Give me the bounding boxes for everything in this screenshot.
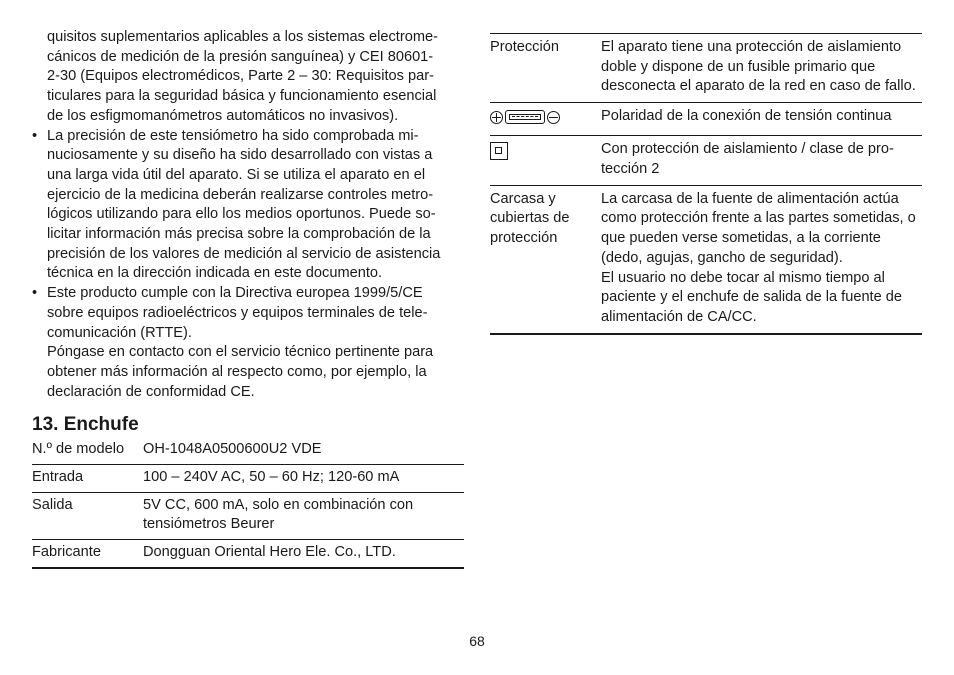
connector-icon	[505, 110, 545, 124]
polarity-icon	[490, 107, 560, 127]
text-line: precisión de los valores de medición al servicio de asistencia	[47, 245, 441, 262]
text-line: declaración de conformidad CE.	[47, 383, 255, 400]
spec-key: Fabricante	[32, 544, 101, 561]
class2-symbol-cell	[490, 136, 601, 185]
text-line: comunicación (RTTE).	[47, 324, 192, 341]
right-column	[490, 33, 922, 335]
text-line: una larga vida útil del aparato. Si se utiliza el aparato en el	[47, 166, 426, 183]
table-row	[32, 440, 464, 464]
minus-icon	[547, 111, 560, 124]
intro-paragraph	[32, 28, 464, 127]
row-value: Con protección de aislamiento / clase de pro-tección 2	[601, 141, 894, 178]
table-row	[490, 103, 922, 136]
row-value: Polaridad de la conexión de tensión continua	[601, 108, 892, 125]
spec-value: OH-1048A0500600U2 VDE	[143, 441, 322, 458]
text-line: sobre equipos radioeléctricos y equipos terminales de tele-	[47, 304, 428, 321]
row-value: La carcasa de la fuente de alimentación actúa como protección frente a las partes sometidas, o que pueden verse sometidas, a la corriente (dedo, agujas, gancho de seguridad).	[601, 190, 916, 266]
table-row	[32, 540, 464, 568]
text-line: lógicos utilizando para ello los medios oportunos. Puede so-	[47, 206, 436, 223]
text-line: licitar información más precisa sobre la comprobación de la	[47, 226, 431, 243]
text-line: obtener más información al respecto como, por ejemplo, la	[47, 363, 427, 380]
text-line: quisitos suplementarios aplicables a los sistemas electrome-	[47, 29, 438, 45]
symbol-table	[490, 33, 922, 335]
text-line: ejercicio de la medicina deberán realizarse controles metro-	[47, 186, 434, 203]
bullet-precision	[32, 127, 464, 285]
table-row	[490, 34, 922, 103]
double-insulation-icon	[490, 142, 508, 160]
table-row	[490, 185, 922, 333]
row-key: Protección	[490, 39, 559, 55]
text-line: cánicos de medición de la presión sanguínea) y CEI 80601-	[47, 48, 434, 65]
row-key: Carcasa y cubiertas de protección	[490, 190, 570, 247]
text-line: • Este producto cumple con la Directiva europea 1999/5/CE	[47, 285, 423, 302]
left-column	[32, 28, 464, 569]
spec-value: 5V CC, 600 mA, solo en combinación con tensiómetros Beurer	[143, 496, 414, 533]
bullet-directive	[32, 284, 464, 402]
spec-table	[32, 440, 464, 569]
row-value-cell	[601, 185, 922, 333]
text-line: de los esfigmomanómetros automáticos no invasivos).	[47, 107, 399, 124]
row-value: El aparato tiene una protección de aislamiento doble y dispone de un fusible primario que desconecta el aparato de la red en caso de fallo.	[601, 39, 916, 95]
text-line: técnica en la dirección indicada en este documento.	[47, 265, 383, 282]
text-line: • La precisión de este tensiómetro ha sido comprobada mi-	[47, 127, 419, 144]
spec-key: Salida	[32, 496, 73, 513]
section-heading: 13. Enchufe	[32, 414, 139, 436]
spec-key: Entrada	[32, 469, 84, 486]
text-line: nuciosamente y su diseño ha sido desarrollado con vistas a	[47, 147, 433, 164]
text-line: Póngase en contacto con el servicio técnico pertinente para	[47, 344, 434, 361]
page-number: 68	[469, 633, 485, 649]
spec-value: 100 – 240V AC, 50 – 60 Hz; 120-60 mA	[143, 469, 400, 486]
table-row	[32, 465, 464, 493]
table-row	[32, 492, 464, 539]
table-row	[490, 136, 922, 185]
spec-key: N.º de modelo	[32, 441, 125, 458]
text-line: ticulares para la seguridad básica y funcionamiento esencial	[47, 88, 437, 105]
spec-value: Dongguan Oriental Hero Ele. Co., LTD.	[143, 544, 396, 561]
plus-icon	[490, 111, 503, 124]
text-line: 2-30 (Equipos electromédicos, Parte 2 – 30: Requisitos par-	[47, 68, 434, 85]
row-value: El usuario no debe tocar al mismo tiempo al paciente y el enchufe de salida de la fuente de alimentación de CA/CC.	[601, 269, 903, 325]
polarity-symbol-cell	[490, 103, 601, 136]
